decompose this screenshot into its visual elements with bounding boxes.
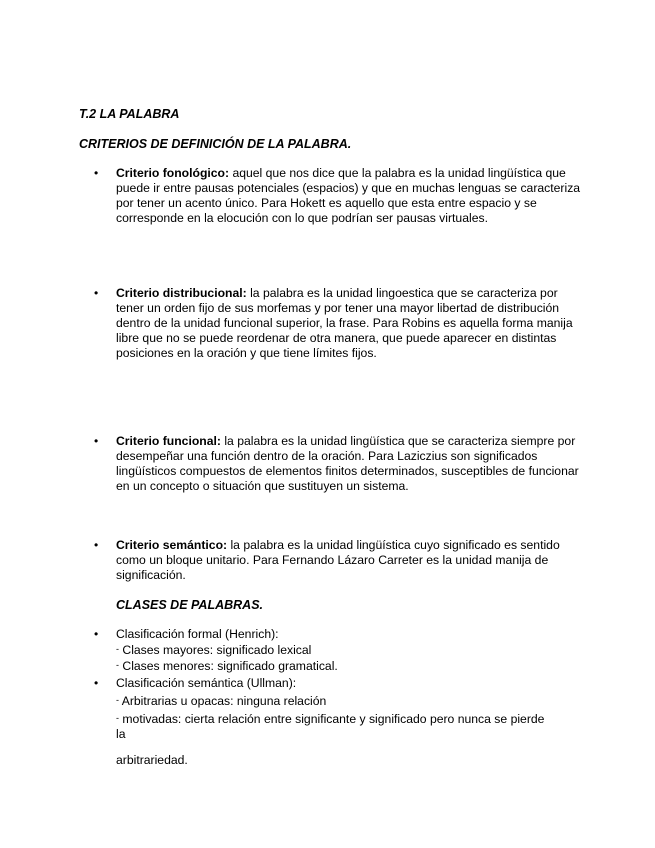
criterion-paragraph	[116, 286, 586, 361]
subitem	[116, 693, 586, 709]
classification-semantica	[94, 676, 586, 742]
subitem	[116, 658, 586, 674]
criterion-text: aquel que nos dice que la palabra es la unidad lingüística que puede ir entre pausas potenciales (espacios) y que en muchas lenguas se caracteriza por tener un acento único. Para Hokett es aquello que esta entre espacio y se corresponde en la elocución con lo que podrían ser pausas virtuales.	[116, 166, 581, 225]
criterion-fonologico	[94, 166, 586, 226]
dash-icon: -	[116, 660, 119, 670]
criterion-semantico	[94, 538, 586, 583]
criterion-name: Criterio semántico:	[116, 538, 228, 552]
section-heading-criterios: CRITERIOS DE DEFINICIÓN DE LA PALABRA.	[79, 137, 352, 151]
subitem-text: Clases menores: significado gramatical.	[122, 659, 338, 673]
subitem-text: motivadas: cierta relación entre significante y significado pero nunca se pierde	[122, 712, 545, 726]
bullet-icon: •	[94, 434, 99, 448]
subitem	[116, 642, 586, 658]
criterion-name: Criterio distribucional:	[116, 286, 247, 300]
criterion-name: Criterio fonológico:	[116, 166, 230, 180]
criterion-funcional	[94, 434, 586, 494]
criterion-paragraph	[116, 166, 586, 226]
criterion-name: Criterio funcional:	[116, 434, 221, 448]
dash-icon: -	[116, 695, 119, 705]
bullet-icon: •	[94, 166, 99, 180]
dash-icon: -	[116, 644, 119, 654]
classification-formal	[94, 627, 586, 674]
criterion-paragraph	[116, 538, 586, 583]
bullet-icon: •	[94, 538, 99, 552]
bullet-icon: •	[94, 286, 99, 300]
criterion-text: la palabra es la unidad lingüística que se caracteriza siempre por desempeñar una función dentro de la oración. Para Laziczius son significados lingüísticos compuestos de elementos finitos determinados, susceptibles de funcionar en un concepto o situación que sustituyen un sistema.	[116, 434, 579, 493]
criterion-paragraph	[116, 434, 586, 494]
criterion-distribucional	[94, 286, 586, 361]
section-heading-clases: CLASES DE PALABRAS.	[116, 598, 264, 612]
final-word: arbitrariedad.	[116, 753, 188, 767]
classification-label: Clasificación semántica (Ullman):	[116, 676, 297, 690]
criterion-text: la palabra es la unidad lingoestica que se caracteriza por tener un orden fijo de sus morfemas y por tener una mayor libertad de distribución dentro de la unidad funcional superior, la frase. Para Robins es aquella forma manija libre que no se puede reordenar de otra manera, que puede aparecer en distintas posiciones en la oración y que tiene límites fijos.	[116, 286, 573, 360]
criterion-text: la palabra es la unidad lingüística cuyo significado es sentido como un bloque unitario. Para Fernando Lázaro Carreter es la unidad manija de significación.	[116, 538, 560, 582]
dash-icon: -	[116, 713, 119, 723]
subitem-text: Arbitrarias u opacas: ninguna relación	[121, 694, 327, 708]
classification-label: Clasificación formal (Henrich):	[116, 627, 279, 641]
bullet-icon: •	[94, 676, 99, 690]
subitem-text: Clases mayores: significado lexical	[122, 643, 312, 657]
document-title: T.2 LA PALABRA	[79, 107, 180, 121]
subitem	[116, 711, 586, 727]
subitem-continuation: la	[116, 727, 126, 741]
bullet-icon: •	[94, 627, 99, 641]
